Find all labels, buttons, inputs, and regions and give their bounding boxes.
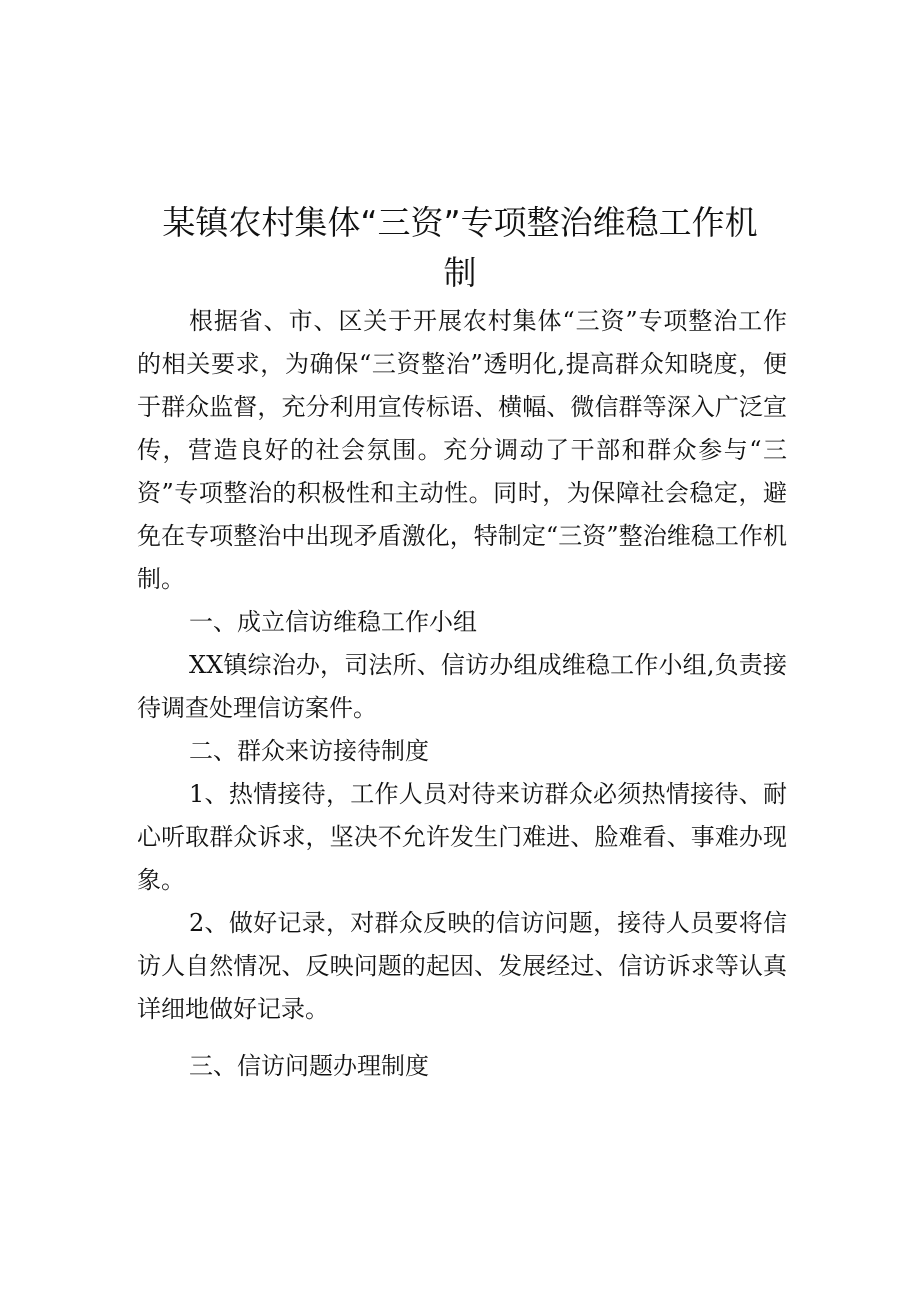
section-2-item-2: 2、做好记录，对群众反映的信访问题，接待人员要将信访人自然情况、反映问题的起因、发展经过、信访诉求等认真详细地做好记录。 xyxy=(137,909,787,1023)
intro-paragraph: 根据省、市、区关于开展农村集体“三资”专项整治工作的相关要求，为确保“三资整治”透明化,提高群众知晓度，便于群众监督，充分利用宣传标语、横幅、微信群等深入广泛宣传，营造良好的社会氛围。充分调动了干部和群众参与“三资”专项整治的积极性和主动性。同时，为保障社会稳定，避免在专项整治中出现矛盾激化，特制定“三资”整治维稳工作机制。 xyxy=(137,307,787,593)
document-body xyxy=(137,300,787,1088)
section-2-heading: 二、群众来访接待制度 xyxy=(189,737,429,765)
document-title-line-1: 某镇农村集体“三资”专项整治维稳工作机 xyxy=(162,203,758,242)
section-1-paragraph: XX镇综治办，司法所、信访办组成维稳工作小组,负责接待调查处理信访案件。 xyxy=(137,651,787,722)
section-1-heading: 一、成立信访维稳工作小组 xyxy=(189,608,477,636)
document-title xyxy=(120,198,800,298)
section-2-item-1: 1、热情接待，工作人员对待来访群众必须热情接待、耐心听取群众诉求，坚决不允许发生门难进、脸难看、事难办现象。 xyxy=(137,780,787,894)
document-title-line-2: 制 xyxy=(443,253,477,292)
section-3-heading: 三、信访问题办理制度 xyxy=(189,1052,429,1080)
